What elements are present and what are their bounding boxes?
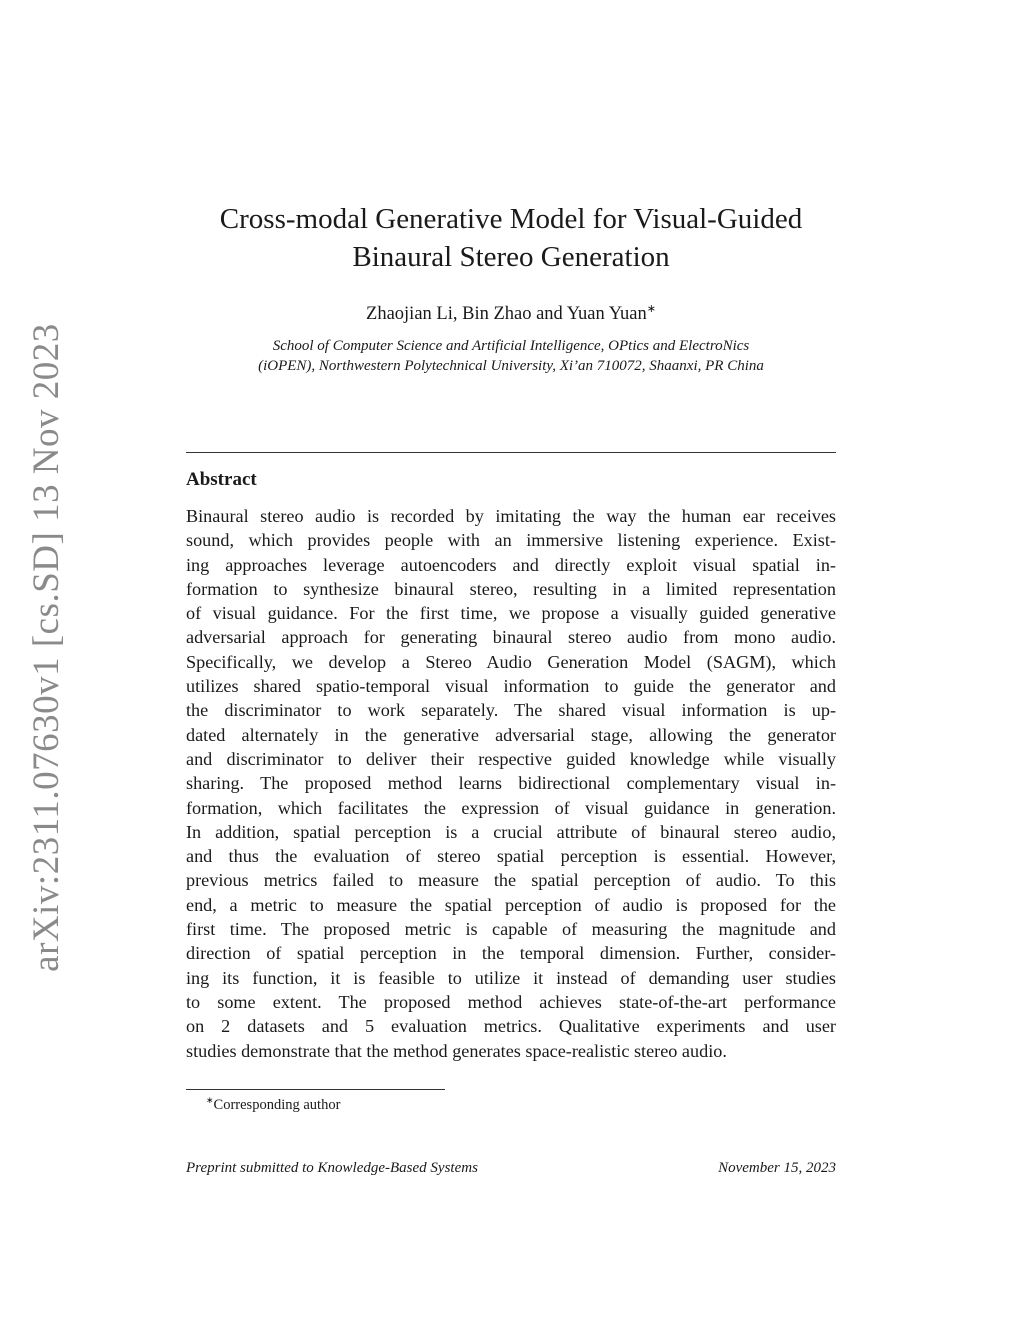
paper-title-line-2: Binaural Stereo Generation [352,241,670,273]
abstract-line: first time. The proposed metric is capable of measuring the magnitude and [186,919,836,940]
corresponding-author-mark: ∗ [646,303,656,315]
footnote-mark: ∗ [206,1095,214,1105]
footer-submission-note: Preprint submitted to Knowledge-Based Systems [186,1160,478,1176]
footer-date: November 15, 2023 [718,1160,836,1176]
abstract-line: ing approaches leverage autoencoders and directly exploit visual spatial in- [186,554,836,575]
abstract-line: sound, which provides people with an immersive listening experience. Exist- [186,530,836,551]
abstract-line: and thus the evaluation of stereo spatial perception is essential. However, [186,846,836,867]
abstract-line: on 2 datasets and 5 evaluation metrics. Qualitative experiments and user [186,1016,836,1037]
abstract-line: formation, which facilitates the expression of visual guidance in generation. [186,797,836,818]
author-names: Zhaojian Li, Bin Zhao and Yuan Yuan [366,304,647,324]
arxiv-identifier-text: arXiv:2311.07630v1 [cs.SD] 13 Nov 2023 [25,323,67,972]
abstract-line: formation to synthesize binaural stereo, resulting in a limited representation [186,578,836,599]
author-list [186,301,836,327]
affiliation-line-1: School of Computer Science and Artificial Intelligence, OPtics and ElectroNics [272,338,750,354]
abstract-line: In addition, spatial perception is a crucial attribute of binaural stereo audio, [186,821,836,842]
abstract-line: sharing. The proposed method learns bidirectional complementary visual in- [186,773,836,794]
abstract-line: direction of spatial perception in the temporal dimension. Further, consider- [186,943,836,964]
abstract-line: the discriminator to work separately. The shared visual information is up- [186,700,836,721]
abstract-heading: Abstract [186,469,257,490]
abstract-line: ing its function, it is feasible to utilize it instead of demanding user studies [186,967,836,988]
footnote-divider [186,1089,445,1090]
abstract-line: of visual guidance. For the first time, we propose a visually guided generative [186,603,836,624]
paper-title-line-1: Cross-modal Generative Model for Visual-Guided [219,203,803,235]
abstract-top-divider [186,452,836,453]
footnote [206,1095,340,1115]
abstract-line: adversarial approach for generating binaural stereo audio from mono audio. [186,627,836,648]
affiliation-line-2: (iOPEN), Northwestern Polytechnical University, Xi’an 710072, Shaanxi, PR China [258,358,764,374]
paper-title [186,200,836,276]
abstract-line: and discriminator to deliver their respective guided knowledge while visually [186,748,836,769]
footnote-text: Corresponding author [213,1097,341,1113]
abstract-line: end, a metric to measure the spatial perception of audio is proposed for the [186,894,836,915]
abstract-line: dated alternately in the generative adversarial stage, allowing the generator [186,724,836,745]
abstract-line: to some extent. The proposed method achieves state-of-the-art performance [186,991,836,1012]
abstract-line: previous metrics failed to measure the spatial perception of audio. To this [186,870,836,891]
abstract-line: Binaural stereo audio is recorded by imitating the way the human ear receives [186,506,836,526]
arxiv-identifier-stamp [25,323,67,972]
abstract-line: Specifically, we develop a Stereo Audio Generation Model (SAGM), which [186,651,836,672]
abstract-body [186,504,836,1063]
abstract-line: utilizes shared spatio-temporal visual information to guide the generator and [186,676,836,697]
abstract-line: studies demonstrate that the method generates space-realistic stereo audio. [186,1040,727,1061]
affiliation [186,336,836,376]
